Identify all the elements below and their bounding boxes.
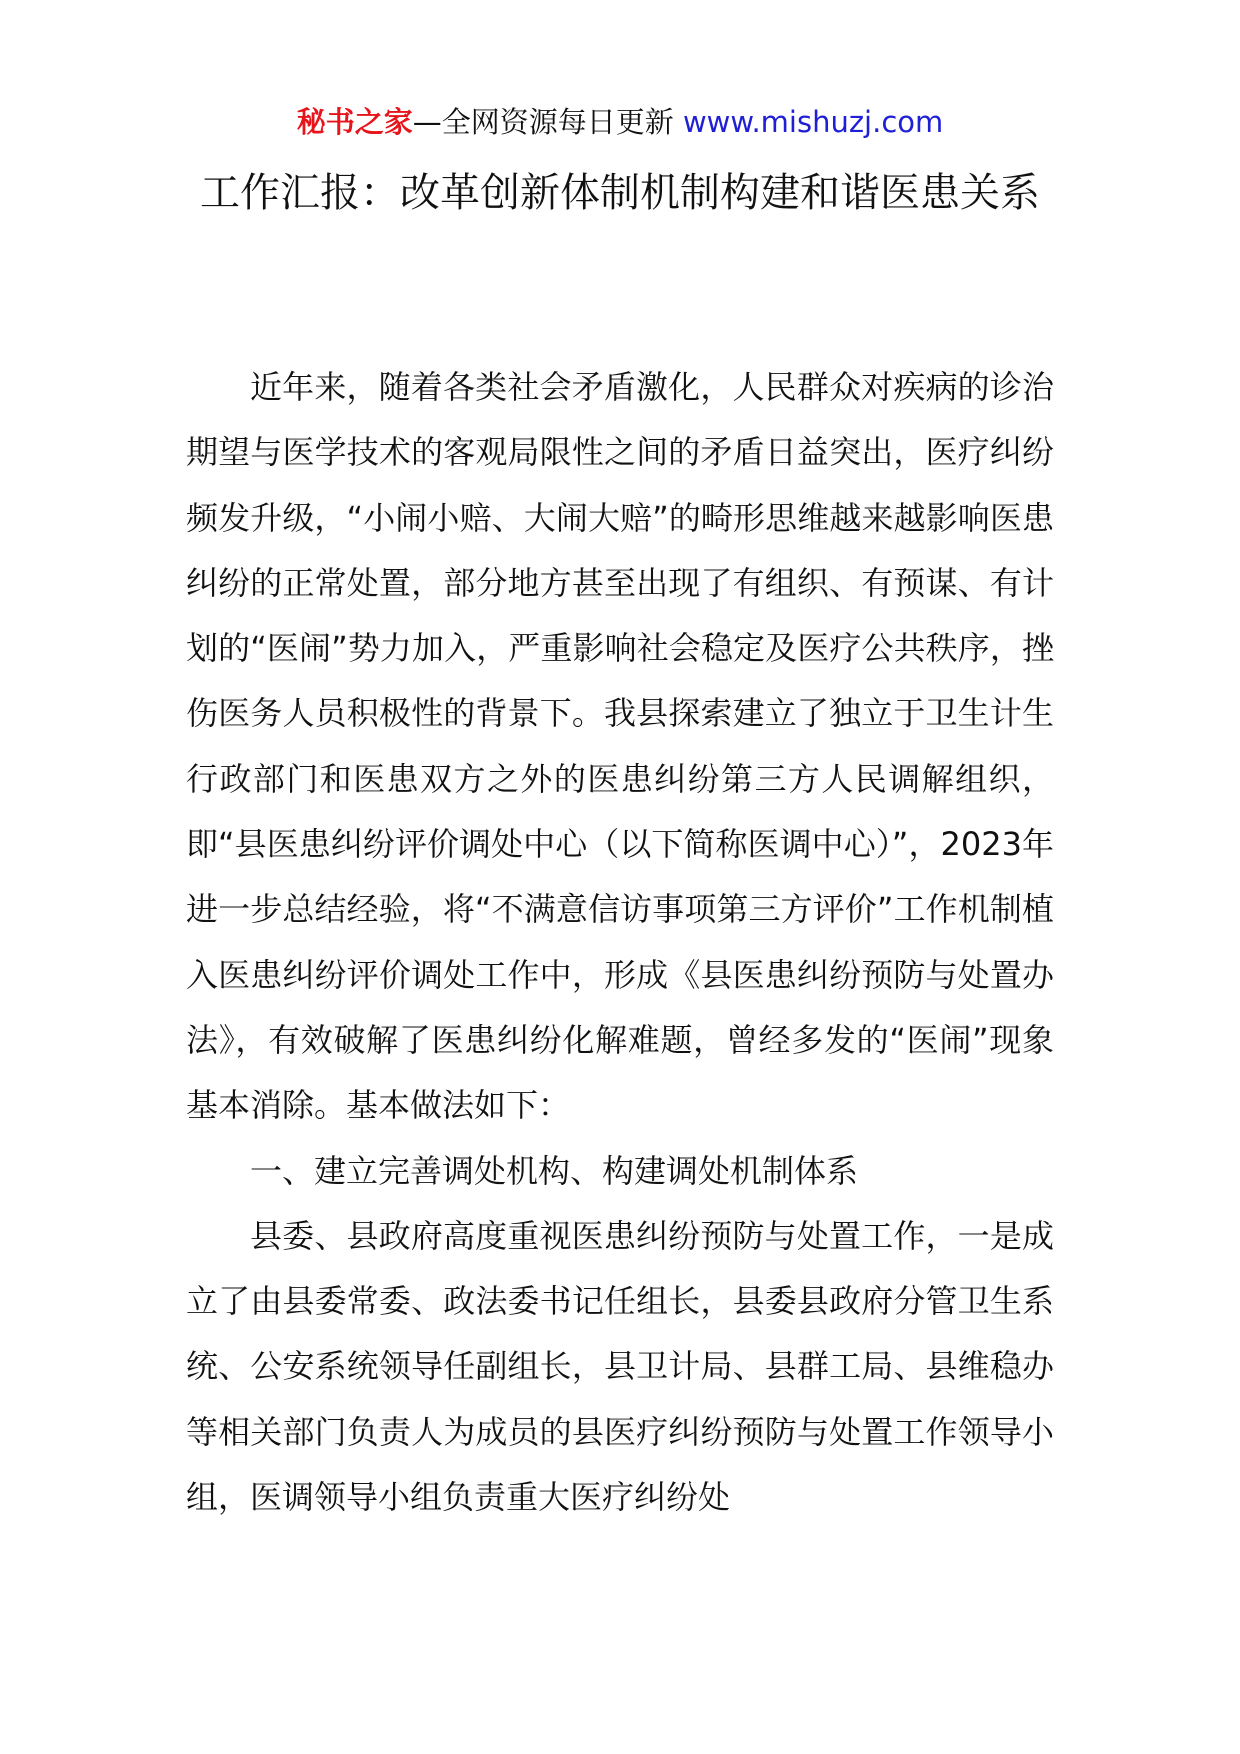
header-tagline: —全网资源每日更新 — [412, 105, 674, 139]
paragraph-section-1: 县委、县政府高度重视医患纠纷预防与处置工作，一是成立了由县委常委、政法委书记任组长，县委县政府分管卫生系统、公安系统领导任副组长，县卫计局、县群工局、县维稳办等相关部门负责人为成员的县医疗纠纷预防与处置工作领导小组，医调领导小组负责重大医疗纠纷处 — [186, 1216, 1054, 1517]
document-body — [186, 355, 1054, 1530]
brand-name: 秘书之家 — [296, 105, 413, 139]
section-heading-1: 一、建立完善调处机构、构建调处机制体系 — [250, 1151, 859, 1190]
site-url-link[interactable]: www.mishuzj.com — [682, 105, 944, 139]
paragraph-intro: 近年来，随着各类社会矛盾激化，人民群众对疾病的诊治期望与医学技术的客观局限性之间的矛盾日益突出，医疗纠纷频发升级，“小闹小赔、大闹大赔”的畸形思维越来越影响医患纠纷的正常处置，部分地方甚至出现了有组织、有预谋、有计划的“医闹”势力加入，严重影响社会稳定及医疗公共秩序，挫伤医务人员积极性的背景下。我县探索建立了独立于卫生计生行政部门和医患双方之外的医患纠纷第三方人民调解组织，即“县医患纠纷评价调处中心（以下简称医调中心）”，2023年进一步总结经验，将“不满意信访事项第三方评价”工作机制植入医患纠纷评价调处工作中，形成《县医患纠纷预防与处置办法》，有效破解了医患纠纷化解难题，曾经多发的“医闹”现象基本消除。基本做法如下： — [186, 368, 1054, 1125]
site-header — [0, 100, 1240, 144]
document-title: 工作汇报：改革创新体制机制构建和谐医患关系 — [200, 170, 1040, 216]
